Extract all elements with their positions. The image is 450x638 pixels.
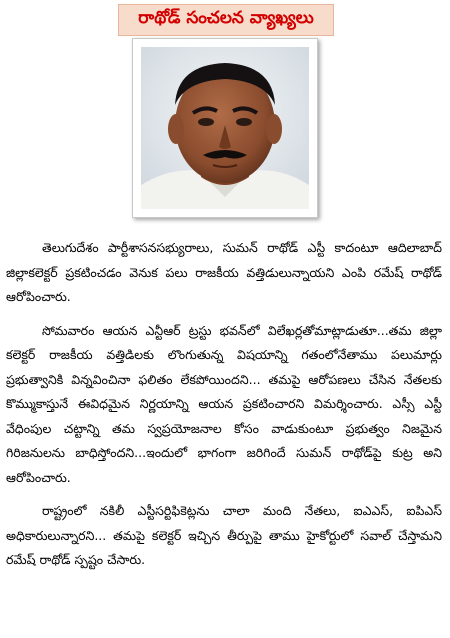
portrait-photo <box>141 47 309 209</box>
portrait-illustration <box>141 47 309 209</box>
article-paragraph: తెలుగుదేశం పార్టీశాసనసభ్యురాలు, సుమన్ రాథోడ్ ఎస్టీ కాదంటూ ఆదిలాబాద్ జిల్లాకలెక్టర్ ప్రకటించడం వెనుక పలు రాజకీయ వత్తిడులున్నాయని ఎంపి రమేష్ రాథోడ్ ఆరోపించారు. <box>6 240 442 304</box>
article-body <box>6 236 442 582</box>
photo-frame <box>132 38 318 218</box>
headline: రాథోడ్ సంచలన వ్యాఖ్యలు <box>118 4 334 36</box>
article-paragraph: రాష్ట్రంలో నకిలీ ఎస్టీసర్టిఫికెట్లను చాలా మంది నేతలు, ఐఎఎస్, ఐపిఎస్ అధికారులున్నారని... తమపై కలెక్టర్ ఇచ్చిన తీర్పుపై తాము హైకోర్టులో సవాల్ చేస్తామని రమేష్ రాథోడ్ స్పష్టం చేసారు. <box>6 503 442 567</box>
article-paragraph: సోమవారం ఆయన ఎన్టీఆర్ ట్రస్టు భవన్‌లో విలేఖర్లతోమాట్లాడుతూ...తమ జిల్లా కలెక్టర్ రాజకీయ వత్తిడిలకు లొంగుతున్న విషయాన్ని గతంలోనేతాము పలుమార్లు ప్రభుత్వానికి విన్నవించినా ఫలితం లేకపోయిందని... తమపై ఆరోపణలు చేసిన నేతలకు కొమ్ముకాస్తునే ఈవిధమైన నిర్ణయాన్ని ఆయన ప్రకటించారని విమర్శించారు. ఎస్సీ ఎస్టీ వేధింపుల చట్టాన్ని తమ స్వప్రయోజనాల కోసం వాడుకుంటూ ప్రభుత్వం నిజమైన గిరిజనులను బాధిస్తోందని...ఇందులో భాగంగా జరిగిందే సుమన్ రాథోడ్‌పై కుట్ర అని ఆరోపించారు. <box>6 322 442 485</box>
